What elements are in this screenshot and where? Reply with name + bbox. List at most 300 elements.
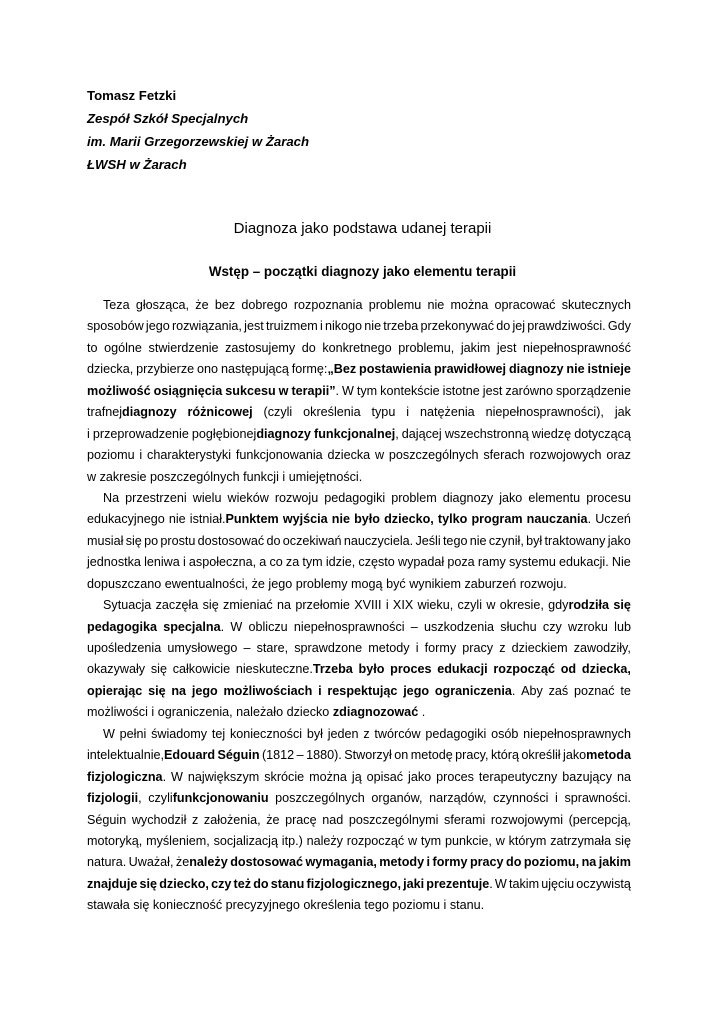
word: określił bbox=[521, 748, 561, 763]
text-line bbox=[87, 638, 631, 659]
word: świadomy bbox=[151, 726, 208, 741]
word: wszechstronną bbox=[444, 426, 529, 441]
text-line bbox=[87, 445, 631, 466]
text-line bbox=[87, 788, 631, 809]
word: lub bbox=[614, 619, 631, 634]
word: jeden bbox=[327, 726, 359, 741]
text-line bbox=[87, 724, 631, 745]
word: przestrzeni bbox=[125, 490, 187, 505]
text-line bbox=[87, 831, 631, 852]
word: bazujący bbox=[562, 769, 612, 784]
word: Teza bbox=[103, 298, 130, 312]
word: w bbox=[278, 383, 289, 398]
word: słuchu bbox=[500, 619, 537, 634]
word: formę:„Bez bbox=[291, 362, 357, 377]
paragraph bbox=[87, 488, 631, 595]
word: bez bbox=[214, 298, 236, 312]
word: określenia bbox=[303, 898, 361, 913]
word: Aby bbox=[521, 683, 543, 698]
word: czynił, bbox=[488, 533, 524, 548]
word: gdyrodziła bbox=[548, 598, 610, 613]
word: wyjścia bbox=[282, 512, 328, 527]
text-line bbox=[87, 295, 631, 316]
text-line bbox=[87, 467, 631, 488]
word: sferami bbox=[444, 812, 486, 827]
word: następującą bbox=[220, 362, 289, 377]
word: zakresie bbox=[99, 469, 147, 484]
word: niepełnosprawnych bbox=[523, 726, 631, 741]
word: a bbox=[259, 555, 267, 570]
word: truizmem bbox=[265, 319, 318, 334]
word: metodę bbox=[410, 748, 453, 763]
text-line bbox=[87, 745, 631, 766]
word: stanu. bbox=[449, 898, 485, 913]
word: w bbox=[375, 448, 385, 463]
word: był bbox=[526, 533, 543, 548]
word: ewentualności, bbox=[164, 576, 249, 591]
word: się bbox=[139, 876, 158, 891]
word: zarówno bbox=[505, 383, 553, 398]
word: głosząca, bbox=[135, 298, 190, 312]
word: nie bbox=[469, 533, 487, 548]
word: tego bbox=[442, 533, 468, 548]
text-line bbox=[87, 488, 631, 509]
text-line bbox=[87, 595, 631, 616]
word: przełomie bbox=[295, 598, 350, 613]
word: dziecko, bbox=[159, 876, 209, 891]
word: W bbox=[230, 619, 243, 634]
word: itp.) bbox=[281, 833, 303, 848]
word: opracować bbox=[494, 298, 556, 312]
word: metody bbox=[379, 855, 425, 870]
word: do bbox=[496, 319, 511, 334]
word: W bbox=[103, 726, 115, 741]
word: wielu bbox=[192, 490, 222, 505]
word: nie bbox=[566, 362, 585, 377]
word: zaś bbox=[548, 683, 569, 698]
word: do bbox=[253, 876, 269, 891]
word: skrócie bbox=[264, 769, 305, 784]
word: dobrego bbox=[241, 298, 288, 312]
word: poznać bbox=[573, 683, 615, 698]
word: prawidłowej bbox=[433, 362, 507, 377]
word: ujęciu bbox=[541, 876, 575, 891]
word: możliwość bbox=[87, 383, 151, 398]
word: funkcjonalnej, bbox=[314, 426, 399, 441]
word: pracy bbox=[469, 855, 504, 870]
word: mogą bbox=[351, 576, 383, 591]
word: Stworzył bbox=[344, 748, 392, 763]
word: istotne bbox=[442, 383, 480, 398]
word: dziecka bbox=[327, 448, 371, 463]
word: formy bbox=[432, 855, 468, 870]
word: tym bbox=[356, 383, 378, 398]
word: pedagogika bbox=[87, 619, 157, 634]
word: i bbox=[406, 405, 410, 420]
word: zawodziły, bbox=[573, 641, 631, 655]
word: zmieniać bbox=[223, 598, 273, 613]
text-line bbox=[87, 509, 631, 530]
word: proces bbox=[436, 769, 474, 784]
word: sprawdzone bbox=[294, 641, 363, 655]
word: rozwojowymi bbox=[490, 812, 563, 827]
word: jaki bbox=[403, 876, 425, 891]
word: na bbox=[581, 855, 597, 870]
word: jego bbox=[403, 683, 430, 698]
paragraph bbox=[87, 724, 631, 917]
text-line bbox=[87, 359, 631, 380]
word: i bbox=[151, 705, 155, 720]
word: i bbox=[282, 469, 286, 484]
word: 1880). bbox=[306, 748, 342, 763]
word: poziomu, bbox=[523, 855, 580, 870]
word: – bbox=[410, 619, 418, 634]
word: nauczyciela. bbox=[343, 533, 414, 548]
word: kontekście bbox=[380, 383, 440, 398]
word: – bbox=[296, 748, 304, 763]
word: że bbox=[266, 812, 280, 827]
word: procesu bbox=[586, 490, 631, 505]
word: jakometoda bbox=[563, 748, 631, 763]
word: żenależy bbox=[175, 855, 228, 870]
word: jako bbox=[408, 769, 432, 784]
word: poziomu bbox=[392, 898, 440, 913]
word: uszkodzenia bbox=[424, 619, 495, 634]
word: te bbox=[620, 683, 631, 698]
word: co bbox=[269, 555, 283, 570]
word: problemy bbox=[295, 576, 348, 591]
word: pełni bbox=[119, 726, 147, 741]
word: prostu bbox=[160, 533, 196, 548]
word: osób bbox=[491, 726, 519, 741]
word: osiągnięcia bbox=[153, 383, 223, 398]
word: niepełnosprawności bbox=[293, 619, 405, 634]
word: do bbox=[301, 340, 316, 355]
word: jego bbox=[145, 319, 170, 334]
word: jednostka bbox=[87, 555, 141, 570]
word: pedagogiki bbox=[324, 490, 386, 505]
word: obliczu bbox=[248, 619, 288, 634]
word: systemu bbox=[508, 555, 556, 570]
word: Uważał, bbox=[128, 855, 174, 870]
word: tym bbox=[302, 555, 323, 570]
word: Sytuacja bbox=[103, 598, 152, 613]
word: upośledzenia bbox=[87, 641, 162, 655]
word: to bbox=[87, 340, 98, 355]
word: edukacyjnego bbox=[87, 512, 165, 527]
word: się bbox=[614, 833, 631, 848]
word: elementu bbox=[528, 490, 581, 505]
word: – bbox=[243, 641, 251, 655]
text-line bbox=[87, 531, 631, 552]
word: i bbox=[385, 598, 389, 613]
word: tym bbox=[420, 833, 442, 848]
word: Séguin bbox=[217, 748, 260, 763]
word: niepełnosprawność bbox=[523, 340, 631, 355]
word: największym bbox=[187, 769, 260, 784]
word: możliwościach bbox=[223, 683, 313, 698]
word: po bbox=[144, 533, 159, 548]
word: ono bbox=[197, 362, 219, 377]
word: można bbox=[450, 298, 489, 312]
word: się bbox=[148, 683, 166, 698]
word: że bbox=[251, 576, 265, 591]
word: sposobów bbox=[87, 319, 144, 334]
text-line bbox=[87, 702, 631, 723]
word: rozwoju. bbox=[519, 576, 567, 591]
word: rozwoju bbox=[274, 490, 319, 505]
word: też bbox=[233, 876, 252, 891]
word: dziecka, bbox=[581, 662, 631, 677]
word: poszczególnych bbox=[150, 469, 240, 484]
word: umysłowego bbox=[167, 641, 238, 655]
word: stare, bbox=[256, 641, 289, 655]
word: precyzyjnego bbox=[225, 898, 300, 913]
word: Nie bbox=[611, 555, 631, 570]
word: natężenia bbox=[420, 405, 475, 420]
word: Na bbox=[103, 490, 120, 505]
word: problemu bbox=[368, 298, 422, 312]
word: możliwości bbox=[87, 705, 148, 720]
word: ją bbox=[351, 769, 362, 784]
word: w bbox=[407, 833, 418, 848]
word: wzroku bbox=[568, 619, 608, 634]
word: wiedzę bbox=[531, 426, 572, 441]
word: jest bbox=[496, 340, 517, 355]
word: poszczególnych bbox=[388, 448, 479, 463]
author-school: Zespół Szkół Specjalnych bbox=[87, 111, 249, 126]
word: leniwa bbox=[144, 555, 180, 570]
word: natura. bbox=[87, 855, 127, 870]
word: dziecka, bbox=[87, 362, 134, 377]
word: zastosujemy bbox=[225, 340, 296, 355]
word: nauczania. bbox=[526, 512, 592, 527]
text-line bbox=[87, 767, 631, 788]
word: do bbox=[506, 855, 522, 870]
word: prawdziwości. bbox=[527, 319, 606, 334]
word: dającej bbox=[401, 426, 442, 441]
word: diagnozy bbox=[442, 490, 494, 505]
word: takim bbox=[508, 876, 540, 891]
word: że bbox=[195, 298, 209, 312]
word: wychodził bbox=[131, 812, 187, 827]
word: specjalna. bbox=[163, 619, 225, 634]
word: tego bbox=[364, 898, 389, 913]
word: narządów, bbox=[429, 791, 487, 806]
body-text bbox=[87, 295, 631, 917]
word: czynności bbox=[493, 791, 549, 806]
text-line bbox=[87, 381, 631, 402]
word: charakterystyki bbox=[147, 448, 232, 463]
word: należało bbox=[236, 705, 284, 720]
word: nieskuteczne.Trzeba bbox=[235, 662, 353, 677]
word: fizjologii, bbox=[87, 791, 142, 806]
word: ograniczenia, bbox=[157, 705, 233, 720]
word: określenia bbox=[303, 405, 361, 420]
text-line bbox=[87, 617, 631, 638]
word: socjalizacją bbox=[213, 833, 278, 848]
word: poszczególnych bbox=[275, 791, 365, 806]
word: na bbox=[616, 769, 631, 784]
word: rozpocząć bbox=[346, 833, 405, 848]
word: fizjologicznego, bbox=[306, 876, 401, 891]
word: stanu bbox=[270, 876, 305, 891]
word: jest bbox=[244, 319, 264, 334]
word: od bbox=[560, 662, 577, 677]
word: umiejętności. bbox=[288, 469, 363, 484]
word: intelektualnie,Edouard bbox=[87, 748, 216, 763]
word: niepełnosprawności), bbox=[485, 405, 604, 420]
word: trafnejdiagnozy bbox=[87, 405, 177, 420]
word: przeprowadzenie bbox=[92, 426, 189, 441]
word: było bbox=[354, 512, 380, 527]
word: nikogo bbox=[324, 319, 363, 334]
word: pracę bbox=[285, 812, 317, 827]
word: punkcie, bbox=[444, 833, 492, 848]
word: opisać bbox=[366, 769, 404, 784]
word: którą bbox=[490, 748, 519, 763]
word: sferach bbox=[483, 448, 525, 463]
word: nie bbox=[331, 512, 350, 527]
text-line bbox=[87, 874, 631, 895]
text-line bbox=[87, 424, 631, 445]
word: poszczególnymi bbox=[348, 812, 439, 827]
word: i bbox=[555, 791, 558, 806]
word: się bbox=[125, 533, 142, 548]
document-title: Diagnoza jako podstawa udanej terapii bbox=[233, 220, 492, 237]
author-name: Tomasz Fetzki bbox=[87, 88, 177, 103]
word: można bbox=[309, 769, 347, 784]
text-line bbox=[87, 852, 631, 873]
word: tylko bbox=[437, 512, 468, 527]
word: i bbox=[415, 641, 419, 655]
word: było bbox=[358, 662, 385, 677]
word: rozpoznania bbox=[293, 298, 363, 312]
word: zatrzymała bbox=[550, 833, 612, 848]
word: w bbox=[486, 598, 496, 613]
text-line bbox=[87, 402, 631, 423]
word: funkcji bbox=[243, 469, 279, 484]
word: jako bbox=[499, 490, 523, 505]
word: idzie, bbox=[325, 555, 356, 570]
text-line bbox=[87, 659, 631, 680]
word: czy bbox=[542, 619, 562, 634]
word: sprawności. bbox=[564, 791, 631, 806]
word: znajduje bbox=[87, 876, 138, 891]
word: stawała bbox=[87, 898, 130, 913]
word: aspołeczna, bbox=[188, 555, 257, 570]
word: (1812 bbox=[261, 748, 295, 763]
word: jest bbox=[482, 383, 503, 398]
word: być bbox=[386, 576, 406, 591]
word: Uczeń bbox=[595, 512, 631, 527]
text-line bbox=[87, 574, 631, 595]
word: z bbox=[192, 812, 199, 827]
word: traktowany bbox=[544, 533, 606, 548]
word: poziomu bbox=[87, 448, 135, 463]
word: nie bbox=[364, 319, 382, 334]
word: z bbox=[363, 726, 370, 741]
word: ograniczenia. bbox=[434, 683, 516, 698]
word: nad bbox=[322, 812, 344, 827]
word: twórców bbox=[374, 726, 421, 741]
word: należy bbox=[306, 833, 343, 848]
word: w bbox=[87, 469, 97, 484]
word: trzeba bbox=[383, 319, 419, 334]
word: problemu, bbox=[398, 340, 455, 355]
word: przekonywać bbox=[420, 319, 495, 334]
word: się bbox=[133, 898, 150, 913]
author-block bbox=[87, 84, 309, 176]
word: i bbox=[443, 898, 447, 913]
text-line bbox=[87, 316, 631, 337]
word: konieczności bbox=[229, 726, 303, 741]
word: jakim bbox=[460, 340, 491, 355]
word: dziecko zdiagnozować . bbox=[286, 705, 426, 720]
word: wypadał bbox=[397, 555, 445, 570]
author-institution: ŁWSH w Żarach bbox=[87, 157, 187, 172]
word: czy bbox=[211, 876, 232, 891]
word: na bbox=[171, 683, 187, 698]
word: dziecko, bbox=[384, 512, 434, 527]
word: ramy bbox=[477, 555, 506, 570]
paragraph bbox=[87, 295, 631, 488]
word: ogólne bbox=[104, 340, 142, 355]
word: motoryką, bbox=[87, 833, 143, 848]
word: założenia, bbox=[203, 812, 261, 827]
word: czyli bbox=[457, 598, 483, 613]
word: jakim bbox=[598, 855, 631, 870]
word: i bbox=[87, 426, 90, 441]
word: dzieckiem bbox=[511, 641, 568, 655]
word: on bbox=[394, 748, 409, 763]
word: sukcesu bbox=[225, 383, 276, 398]
word: oczywistą bbox=[576, 876, 631, 891]
word: Gdy bbox=[607, 319, 631, 334]
word: respektując bbox=[327, 683, 398, 698]
section-heading: Wstęp – początki diagnozy jako elementu terapii bbox=[208, 264, 517, 279]
word: zaburzeń bbox=[464, 576, 517, 591]
word: i bbox=[182, 555, 186, 570]
word: którym bbox=[508, 833, 547, 848]
word: dotyczącą bbox=[574, 426, 631, 441]
word: za bbox=[285, 555, 300, 570]
word: proces bbox=[390, 662, 432, 677]
word: funkcjonowania bbox=[235, 448, 323, 463]
word: poza bbox=[447, 555, 475, 570]
word: myśleniem, bbox=[146, 833, 210, 848]
word: Séguin bbox=[87, 812, 127, 827]
word: jej bbox=[512, 319, 526, 334]
author-school-patron: im. Marii Grzegorzewskiej w Żarach bbox=[87, 134, 310, 149]
text-line bbox=[87, 810, 631, 831]
word: się bbox=[613, 598, 631, 613]
word: opierając bbox=[87, 683, 143, 698]
word: nie bbox=[168, 512, 186, 527]
word: istniał.Punktem bbox=[189, 512, 279, 527]
paragraph bbox=[87, 595, 631, 724]
word: organów, bbox=[371, 791, 423, 806]
word: pedagogiki bbox=[425, 726, 487, 741]
word: pracy, bbox=[455, 748, 489, 763]
word: postawienia bbox=[359, 362, 432, 377]
word: wieków bbox=[227, 490, 269, 505]
word: czylifunkcjonowaniu bbox=[148, 791, 269, 806]
word: na bbox=[277, 598, 292, 613]
word: formy bbox=[424, 641, 457, 655]
word: XVIII bbox=[354, 598, 382, 613]
word: W bbox=[494, 876, 507, 891]
